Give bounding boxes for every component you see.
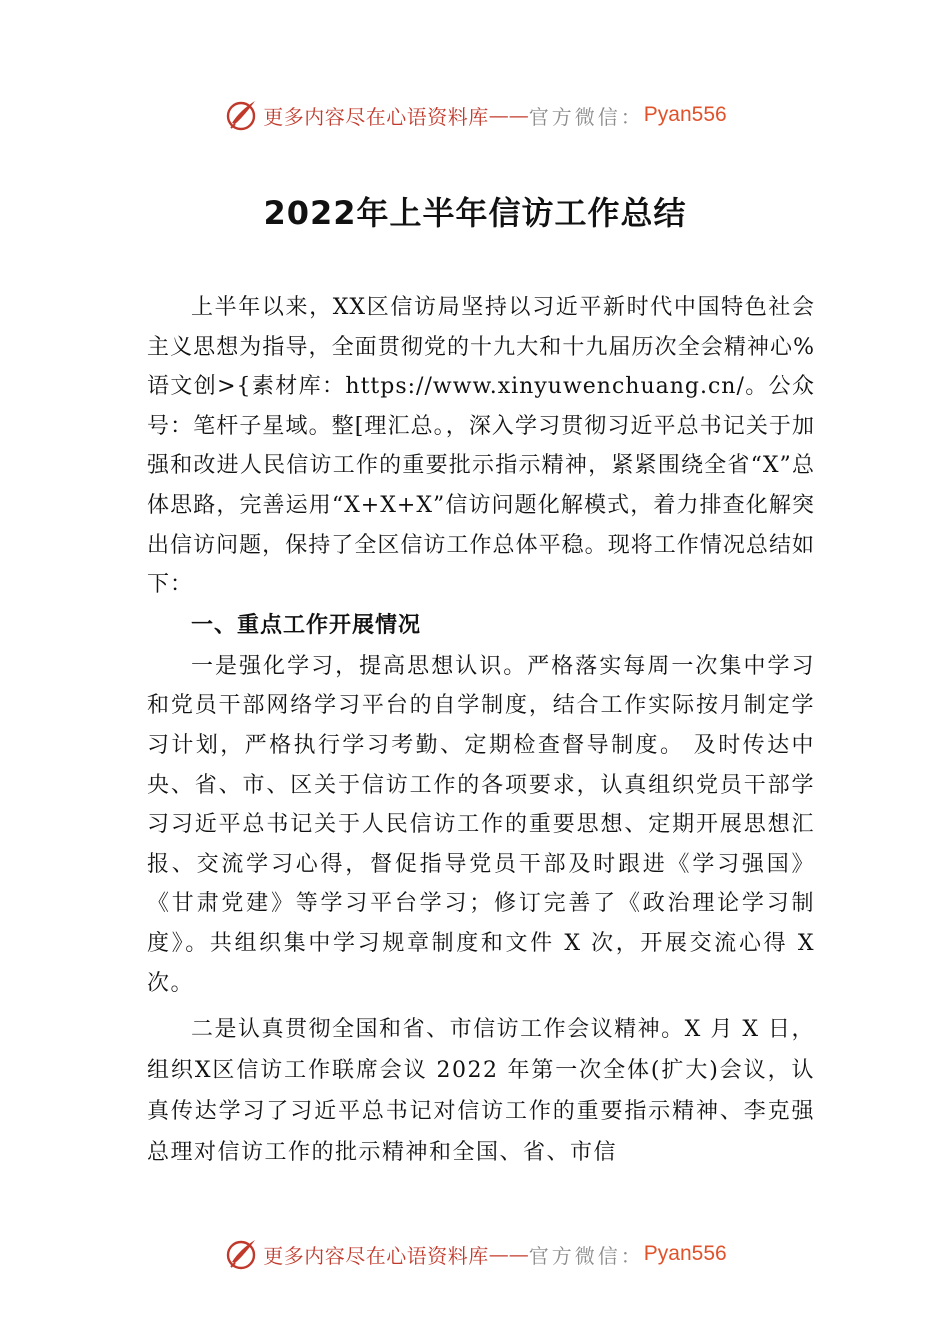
quill-logo-icon — [223, 1236, 259, 1272]
banner-wechat-id: Pyan556 — [643, 1242, 727, 1265]
banner-wechat-id: Pyan556 — [643, 103, 727, 126]
body-paragraph-1: 一是强化学习，提高思想认识。严格落实每周一次集中学习和党员干部网络学习平台的自学制度，结合工作实际按月制定学习计划，严格执行学习考勤、定期检查督导制度。 及时传达中央、省、市、区关于信访工作的各项要求，认真组织党员干部学习习近平总书记关于人民信访工作的重要思想、定期开展思想汇报、交流学习心得，督促指导党员干部及时跟进《学习强国》《甘肃党建》等学习平台学习；修订完善了《政治理论学习制度》。共组织集中学习规章制度和文件 X 次，开展交流心得 X 次。 — [147, 653, 815, 996]
header-watermark-banner — [0, 93, 950, 137]
document-body — [147, 288, 815, 1173]
quill-logo-icon — [223, 97, 259, 133]
banner-site-text: 更多内容尽在心语资料库 — [263, 104, 489, 129]
body-paragraph-2: 二是认真贯彻全国和省、市信访工作会议精神。X 月 X 日，组织X区信访工作联席会议 2022 年第一次全体(扩大)会议，认真传达学习了习近平总书记对信访工作的重要指示精神、李克强总理对信访工作的批示精神和全国、省、市信 — [147, 1017, 815, 1166]
intro-paragraph: 上半年以来，XX区信访局坚持以习近平新时代中国特色社会主义思想为指导，全面贯彻党的十九大和十九届历次全会精神心%语文创>{素材库：https://www.xinyuwenchuang.cn/。公众号：笔杆子星域。整[理汇总。，深入学习贯彻习近平总书记关于加强和改进人民信访工作的重要批示指示精神，紧紧围绕全省“X”总体思路，完善运用“X+X+X”信访问题化解模式，着力排查化解突出信访问题，保持了全区信访工作总体平稳。现将工作情况总结如下： — [147, 295, 815, 598]
banner-site-text: 更多内容尽在心语资料库 — [263, 1243, 489, 1268]
footer-watermark-banner — [0, 1232, 950, 1276]
banner-wechat-label: 官方微信： — [528, 1243, 644, 1268]
document-title: 2022年上半年信访工作总结 — [263, 194, 687, 232]
banner-separator: —— — [488, 1242, 529, 1266]
banner-separator: —— — [488, 103, 529, 127]
section-heading: 一、重点工作开展情况 — [191, 612, 422, 638]
banner-wechat-label: 官方微信： — [528, 104, 644, 129]
